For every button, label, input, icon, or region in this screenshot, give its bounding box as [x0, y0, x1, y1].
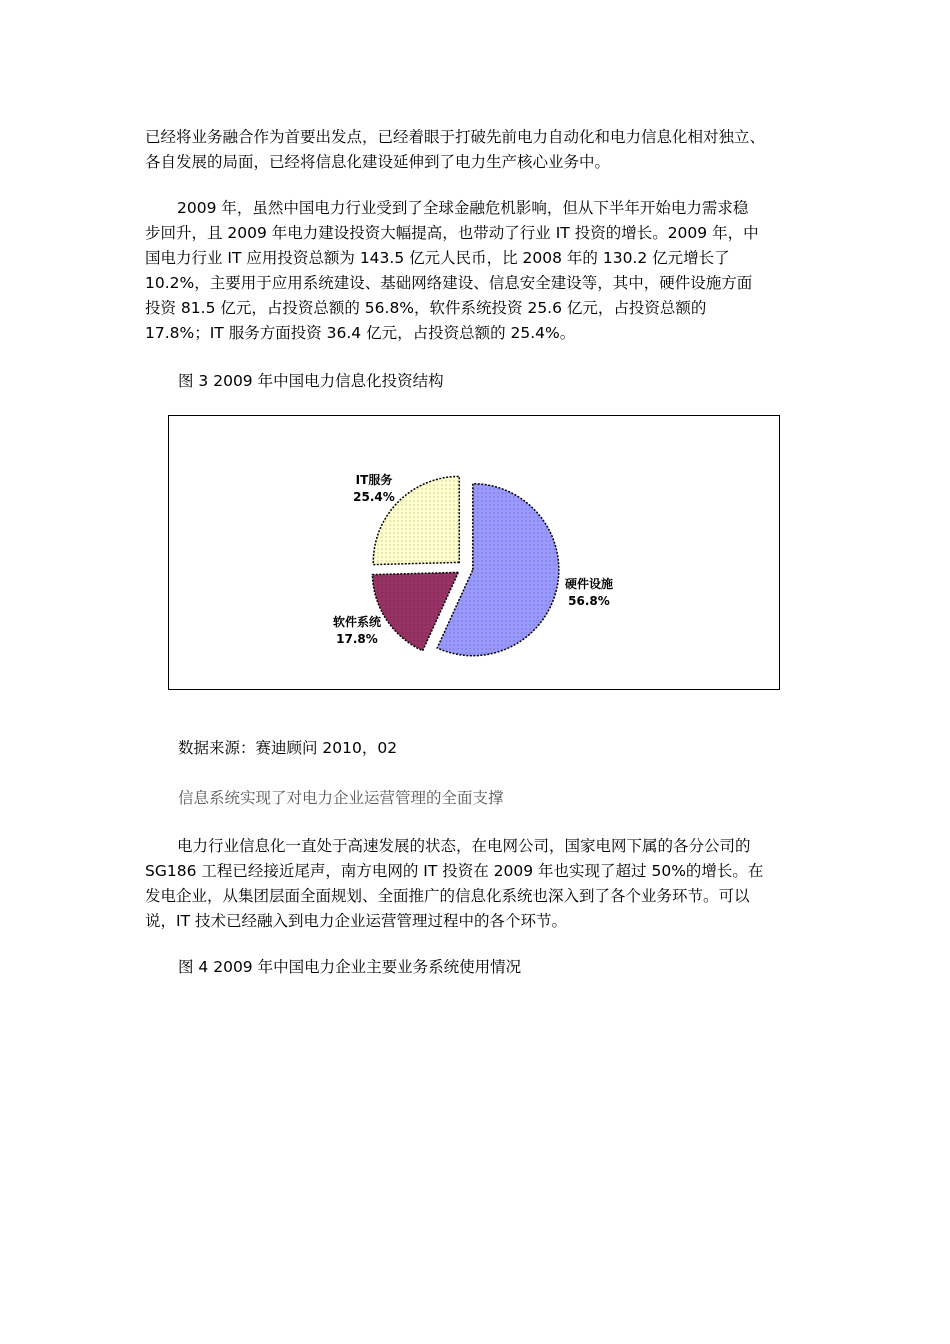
paragraph-3	[145, 834, 810, 934]
pie-chart	[169, 416, 778, 688]
pie-slice-label: 软件系统	[332, 615, 382, 629]
text-line: 2009 年，虽然中国电力行业受到了全球金融危机影响，但从下半年开始电力需求稳	[177, 199, 749, 217]
paragraph-2	[145, 196, 810, 346]
text-line: 各自发展的局面，已经将信息化建设延伸到了电力生产核心业务中。	[145, 153, 611, 171]
section-heading: 信息系统实现了对电力企业运营管理的全面支撑	[178, 789, 504, 807]
text-line: 17.8%；IT 服务方面投资 36.4 亿元，占投资总额的 25.4%。	[145, 324, 576, 342]
text-line: 投资 81.5 亿元，占投资总额的 56.8%，软件系统投资 25.6 亿元，占投资总额的	[145, 299, 707, 317]
data-source-note: 数据来源：赛迪顾问 2010，02	[178, 739, 398, 757]
text-line: SG186 工程已经接近尾声，南方电网的 IT 投资在 2009 年也实现了超过 50%的增长。在	[145, 862, 764, 880]
text-line: 国电力行业 IT 应用投资总额为 143.5 亿元人民币，比 2008 年的 130.2 亿元增长了	[145, 249, 730, 267]
text-line: 发电企业，从集团层面全面规划、全面推广的信息化系统也深入到了各个业务环节。可以	[145, 887, 750, 905]
text-line: 电力行业信息化一直处于高速发展的状态，在电网公司，国家电网下属的各分公司的	[177, 837, 751, 855]
text-line: 说，IT 技术已经融入到电力企业运营管理过程中的各个环节。	[145, 912, 567, 930]
text-line: 已经将业务融合作为首要出发点，已经着眼于打破先前电力自动化和电力信息化相对独立、	[145, 128, 766, 146]
pie-slice-value: 25.4%	[353, 490, 395, 504]
pie-slice-value: 17.8%	[336, 632, 378, 646]
figure-3-caption: 图 3 2009 年中国电力信息化投资结构	[178, 372, 444, 390]
figure-4-caption: 图 4 2009 年中国电力企业主要业务系统使用情况	[178, 958, 522, 976]
pie-slice-label: 硬件设施	[564, 577, 614, 591]
paragraph-1	[145, 125, 810, 175]
pie-slice-value: 56.8%	[568, 594, 610, 608]
text-line: 步回升，且 2009 年电力建设投资大幅提高，也带动了行业 IT 投资的增长。2009 年，中	[145, 224, 759, 242]
text-line: 10.2%，主要用于应用系统建设、基础网络建设、信息安全建设等，其中，硬件设施方面	[145, 274, 753, 292]
pie-slice-label: IT服务	[355, 473, 393, 487]
pie-chart-frame	[168, 415, 780, 690]
